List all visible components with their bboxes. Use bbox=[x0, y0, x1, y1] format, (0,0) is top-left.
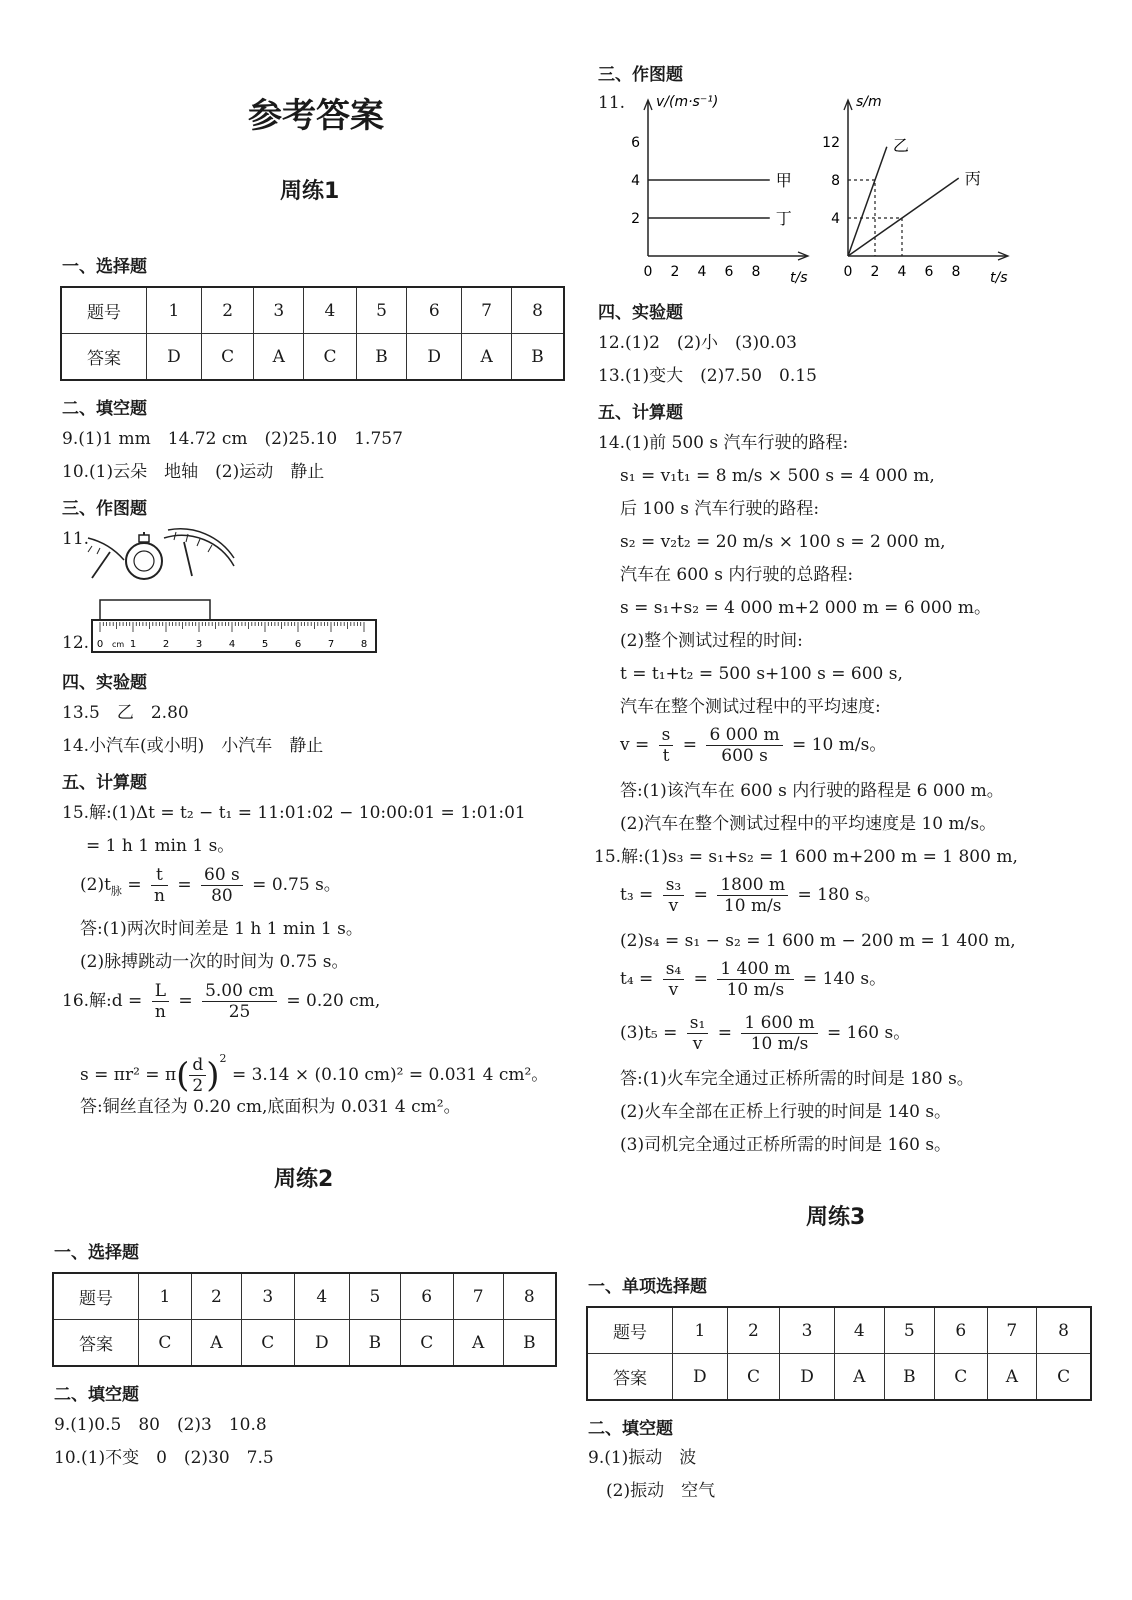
table-cell: 2 bbox=[201, 287, 254, 334]
r-q12: 12.(1)2 (2)小 (3)0.03 bbox=[598, 333, 797, 353]
table-cell: 1 bbox=[147, 287, 202, 334]
x-axis-label: t/s bbox=[790, 270, 808, 286]
fraction bbox=[741, 1013, 817, 1054]
table-cell: B bbox=[503, 1320, 556, 1367]
denominator: t bbox=[662, 746, 670, 766]
r-q13: 13.(1)变大 (2)7.50 0.15 bbox=[598, 366, 817, 386]
r-section-exp: 四、实验题 bbox=[598, 303, 683, 323]
table-answer-label: 答案 bbox=[53, 1320, 139, 1367]
x-tick-label: 8 bbox=[951, 264, 961, 280]
r-q14-line9: 汽车在整个测试过程中的平均速度: bbox=[620, 697, 881, 717]
w2-section-choice: 一、选择题 bbox=[54, 1243, 139, 1263]
x-tick-label: 6 bbox=[924, 264, 934, 280]
y-tick-label: 8 bbox=[831, 173, 840, 189]
subscript: 脉 bbox=[110, 884, 122, 898]
text-fragment: (2)t bbox=[80, 875, 111, 895]
r-section-draw: 三、作图题 bbox=[598, 65, 683, 85]
text-fragment: = 160 s。 bbox=[821, 1023, 911, 1043]
numerator: s bbox=[659, 725, 674, 746]
denominator: v bbox=[668, 980, 679, 1000]
w1-q15-line2: = 1 h 1 min 1 s。 bbox=[86, 836, 235, 856]
numerator: s₄ bbox=[663, 959, 685, 980]
fraction bbox=[687, 1013, 709, 1054]
w1-q15-line3: $(2)t_脉$ = $\frac{t}{n}$ = $\frac{60 s}{80}$ = 0.75 s。 bbox=[80, 865, 341, 906]
table-cell: D bbox=[147, 334, 202, 381]
table-header-label: 题号 bbox=[587, 1307, 673, 1354]
r-q15-t3: t₃ = $\frac{\text{s₃}}{v}$ = $\frac{1800 m}{10 m/s}$ = 180 s。 bbox=[620, 875, 881, 916]
table-cell: 1 bbox=[673, 1307, 728, 1354]
y-tick-label: 4 bbox=[631, 173, 640, 189]
y-axis-label: s/m bbox=[856, 94, 882, 110]
table-cell: D bbox=[294, 1320, 349, 1367]
series-label: 丁 bbox=[775, 209, 792, 228]
table-cell: 4 bbox=[304, 287, 357, 334]
denominator: n bbox=[153, 886, 165, 906]
ruler-tick-label: 4 bbox=[228, 639, 236, 650]
x-tick-label: 8 bbox=[751, 264, 761, 280]
table-cell: D bbox=[780, 1354, 835, 1401]
table-cell: 6 bbox=[935, 1307, 987, 1354]
ruler-tick-label: 2 bbox=[162, 639, 170, 650]
table-row bbox=[61, 287, 564, 334]
fraction bbox=[717, 875, 788, 916]
measured-block bbox=[100, 600, 210, 620]
numerator: 5.00 cm bbox=[202, 981, 277, 1002]
fraction bbox=[151, 865, 168, 906]
r-q15-t4: t₄ = $\frac{\text{s₄}}{v}$ = $\frac{1 400 m}{10 m/s}$ = 140 s。 bbox=[620, 959, 887, 1000]
r-q14-answer1: 答:(1)该汽车在 600 s 内行驶的路程是 6 000 m。 bbox=[620, 781, 1004, 801]
r-q14-line2: s₁ = v₁t₁ = 8 m/s × 500 s = 4 000 m, bbox=[620, 466, 935, 486]
fraction bbox=[152, 981, 169, 1022]
w2-answer-table bbox=[52, 1272, 557, 1367]
table-cell: 5 bbox=[349, 1273, 400, 1320]
table-cell: 6 bbox=[400, 1273, 453, 1320]
fraction bbox=[202, 981, 277, 1022]
table-cell: C bbox=[727, 1354, 779, 1401]
table-cell: 8 bbox=[1037, 1307, 1091, 1354]
w1-q12-label: 12. bbox=[62, 633, 90, 653]
w1-q16-line2: s = πr² = π( $\frac{d}{2}$ )$^2$ = 3.14 × (0.10 cm)² = 0.031 4 cm²。 bbox=[80, 1052, 549, 1096]
table-row bbox=[53, 1273, 556, 1320]
table-header-label: 题号 bbox=[53, 1273, 139, 1320]
table-cell: A bbox=[191, 1320, 241, 1367]
series-label: 乙 bbox=[892, 135, 909, 155]
table-cell: B bbox=[511, 334, 564, 381]
week3-heading: 周练3 bbox=[806, 1205, 866, 1230]
denominator: 600 s bbox=[721, 746, 768, 766]
r-q15-answer2: (2)火车全部在正桥上行驶的时间是 140 s。 bbox=[620, 1102, 952, 1122]
w1-section-fill: 二、填空题 bbox=[62, 399, 147, 419]
text-fragment: = 3.14 × (0.10 cm)² = 0.031 4 cm²。 bbox=[226, 1065, 549, 1085]
numerator: t bbox=[151, 865, 168, 886]
table-cell: 5 bbox=[356, 287, 407, 334]
r-q14-line1: 14.(1)前 500 s 汽车行驶的路程: bbox=[598, 433, 849, 453]
fraction bbox=[663, 959, 685, 1000]
table-cell: 7 bbox=[462, 287, 512, 334]
denominator: 80 bbox=[211, 886, 233, 906]
r-q14-line6: s = s₁+s₂ = 4 000 m+2 000 m = 6 000 m。 bbox=[620, 598, 992, 618]
table-cell: 7 bbox=[453, 1273, 503, 1320]
r-q15-line3: (2)s₄ = s₁ − s₂ = 1 600 m − 200 m = 1 400 m, bbox=[620, 931, 1016, 951]
ruler-tick-label: 0 bbox=[96, 639, 104, 650]
denominator: 10 m/s bbox=[750, 1034, 809, 1054]
velocity-time-graph bbox=[620, 88, 816, 286]
table-answer-label: 答案 bbox=[61, 334, 147, 381]
x-tick-label: 2 bbox=[870, 264, 880, 280]
r-q14-line5: 汽车在 600 s 内行驶的总路程: bbox=[620, 565, 854, 585]
table-row bbox=[587, 1307, 1091, 1354]
table-cell: C bbox=[1037, 1354, 1091, 1401]
r-q15-t5: (3)t₅ = $\frac{\text{s₁}}{v}$ = $\frac{1 600 m}{10 m/s}$ = 160 s。 bbox=[620, 1013, 911, 1054]
ruler-tick-label: 6 bbox=[294, 639, 302, 650]
w3-section-fill: 二、填空题 bbox=[588, 1419, 673, 1439]
w1-section-draw: 三、作图题 bbox=[62, 499, 147, 519]
fraction bbox=[201, 865, 243, 906]
table-cell: 2 bbox=[727, 1307, 779, 1354]
w1-section-choice: 一、选择题 bbox=[62, 257, 147, 277]
x-tick-label: 6 bbox=[724, 264, 734, 280]
y-tick-label: 12 bbox=[822, 135, 840, 151]
y-axis-label: v/(m·s⁻¹) bbox=[656, 94, 719, 110]
text-fragment: t₃ = bbox=[620, 885, 659, 905]
week2-heading: 周练2 bbox=[274, 1167, 334, 1192]
ruler-tick-label: 1 bbox=[129, 639, 137, 650]
fraction bbox=[706, 725, 782, 766]
r-q14-line8: t = t₁+t₂ = 500 s+100 s = 600 s, bbox=[620, 664, 903, 684]
w1-q16-answer: 答:铜丝直径为 0.20 cm,底面积为 0.031 4 cm²。 bbox=[80, 1097, 461, 1117]
w3-q9b: (2)振动 空气 bbox=[606, 1481, 716, 1501]
distance-time-graph bbox=[820, 88, 1016, 286]
table-cell: 6 bbox=[407, 287, 462, 334]
denominator: n bbox=[154, 1002, 166, 1022]
w1-q9: 9.(1)1 mm 14.72 cm (2)25.10 1.757 bbox=[62, 429, 403, 449]
week1-heading: 周练1 bbox=[280, 179, 340, 204]
w1-section-exp: 四、实验题 bbox=[62, 673, 147, 693]
r-q11-label: 11. bbox=[598, 93, 626, 113]
r-section-calc: 五、计算题 bbox=[598, 403, 683, 423]
denominator: v bbox=[668, 896, 679, 916]
series-line bbox=[848, 178, 959, 256]
numerator: s₃ bbox=[663, 875, 685, 896]
w1-q14: 14.小汽车(或小明) 小汽车 静止 bbox=[62, 736, 324, 756]
ruler-diagram bbox=[90, 598, 380, 656]
r-q14-line4: s₂ = v₂t₂ = 20 m/s × 100 s = 2 000 m, bbox=[620, 532, 946, 552]
series-line bbox=[848, 147, 887, 256]
table-row bbox=[61, 334, 564, 381]
table-header-label: 题号 bbox=[61, 287, 147, 334]
numerator: d bbox=[189, 1055, 206, 1076]
numerator: L bbox=[152, 981, 169, 1002]
w1-q16-line1: 16.解:d = $\frac{L}{n}$ = $\frac{5.00 cm}{25}$ = 0.20 cm, bbox=[62, 981, 381, 1022]
table-cell: C bbox=[139, 1320, 192, 1367]
text-fragment: = 0.20 cm, bbox=[280, 991, 381, 1011]
table-cell: 3 bbox=[780, 1307, 835, 1354]
table-cell: A bbox=[453, 1320, 503, 1367]
table-cell: 2 bbox=[191, 1273, 241, 1320]
w1-q10: 10.(1)云朵 地轴 (2)运动 静止 bbox=[62, 462, 325, 482]
fraction bbox=[663, 875, 685, 916]
text-fragment: s = πr² = π bbox=[80, 1065, 177, 1085]
w3-answer-table bbox=[586, 1306, 1092, 1401]
text-fragment: (3)t₅ = bbox=[620, 1023, 683, 1043]
x-tick-label: 2 bbox=[670, 264, 680, 280]
table-cell: C bbox=[201, 334, 254, 381]
table-cell: A bbox=[462, 334, 512, 381]
table-cell: A bbox=[254, 334, 304, 381]
table-row bbox=[53, 1320, 556, 1367]
r-q15-answer1: 答:(1)火车完全通过正桥所需的时间是 180 s。 bbox=[620, 1069, 974, 1089]
x-tick-label: 0 bbox=[643, 264, 653, 280]
table-cell: B bbox=[884, 1354, 934, 1401]
r-q14-velocity: v = $\frac{s}{t}$ = $\frac{6 000 m}{600 s}$ = 10 m/s。 bbox=[620, 725, 887, 766]
text-fragment: = 140 s。 bbox=[797, 969, 887, 989]
table-cell: 5 bbox=[884, 1307, 934, 1354]
fraction bbox=[659, 725, 674, 766]
text-fragment: v = bbox=[620, 735, 655, 755]
w3-section-choice: 一、单项选择题 bbox=[588, 1277, 707, 1297]
table-cell: C bbox=[400, 1320, 453, 1367]
stopwatch-diagram bbox=[84, 526, 236, 588]
table-cell: A bbox=[834, 1354, 884, 1401]
text-fragment: = 180 s。 bbox=[792, 885, 881, 905]
denominator: 10 m/s bbox=[723, 896, 782, 916]
y-tick-label: 2 bbox=[631, 211, 640, 227]
text-fragment: = bbox=[121, 875, 147, 895]
table-cell: C bbox=[241, 1320, 294, 1367]
x-tick-label: 4 bbox=[697, 264, 707, 280]
table-cell: 1 bbox=[139, 1273, 192, 1320]
x-tick-label: 4 bbox=[897, 264, 907, 280]
table-row bbox=[587, 1354, 1091, 1401]
w2-q9: 9.(1)0.5 80 (2)3 10.8 bbox=[54, 1415, 267, 1435]
denominator: 10 m/s bbox=[726, 980, 785, 1000]
w1-q13: 13.5 乙 2.80 bbox=[62, 703, 189, 723]
denominator: 2 bbox=[192, 1076, 204, 1096]
table-cell: 7 bbox=[987, 1307, 1037, 1354]
table-cell: C bbox=[304, 334, 357, 381]
series-label: 甲 bbox=[775, 171, 792, 190]
r-q14-answer2: (2)汽车在整个测试过程中的平均速度是 10 m/s。 bbox=[620, 814, 997, 834]
table-cell: 3 bbox=[254, 287, 304, 334]
table-cell: 4 bbox=[834, 1307, 884, 1354]
w2-q10: 10.(1)不变 0 (2)30 7.5 bbox=[54, 1448, 274, 1468]
fraction bbox=[189, 1055, 206, 1096]
table-cell: C bbox=[935, 1354, 987, 1401]
table-cell: 8 bbox=[511, 287, 564, 334]
table-cell: A bbox=[987, 1354, 1037, 1401]
y-tick-label: 4 bbox=[831, 211, 840, 227]
table-cell: D bbox=[407, 334, 462, 381]
denominator: 25 bbox=[228, 1002, 251, 1022]
text-fragment: = 0.75 s。 bbox=[246, 875, 341, 895]
w1-section-calc: 五、计算题 bbox=[62, 773, 147, 793]
table-cell: 4 bbox=[294, 1273, 349, 1320]
numerator: 6 000 m bbox=[706, 725, 782, 746]
ruler-unit-label: cm bbox=[112, 640, 125, 649]
w1-q15-answer1: 答:(1)两次时间差是 1 h 1 min 1 s。 bbox=[80, 919, 363, 939]
r-q15-answer3: (3)司机完全通过正桥所需的时间是 160 s。 bbox=[620, 1135, 952, 1155]
w3-q9a: 9.(1)振动 波 bbox=[588, 1448, 697, 1468]
table-cell: D bbox=[673, 1354, 728, 1401]
y-tick-label: 6 bbox=[631, 135, 640, 151]
ruler-tick-label: 8 bbox=[360, 639, 368, 650]
ruler-tick-label: 3 bbox=[195, 639, 203, 650]
w1-q15-answer2: (2)脉搏跳动一次的时间为 0.75 s。 bbox=[80, 952, 349, 972]
w1-q15-line1: 15.解:(1)Δt = t₂ − t₁ = 11:01:02 − 10:00:01 = 1:01:01 bbox=[62, 803, 526, 823]
table-cell: 8 bbox=[503, 1273, 556, 1320]
text-fragment: = 10 m/s。 bbox=[786, 735, 887, 755]
series-label: 丙 bbox=[964, 169, 981, 189]
ruler-tick-label: 7 bbox=[327, 639, 335, 650]
table-cell: B bbox=[356, 334, 407, 381]
ruler-tick-label: 5 bbox=[261, 639, 269, 650]
numerator: 1 400 m bbox=[717, 959, 793, 980]
numerator: s₁ bbox=[687, 1013, 709, 1034]
x-tick-label: 0 bbox=[843, 264, 853, 280]
numerator: 1800 m bbox=[717, 875, 788, 896]
r-q14-line7: (2)整个测试过程的时间: bbox=[620, 631, 803, 651]
text-fragment: 16.解:d = bbox=[62, 991, 148, 1011]
fraction bbox=[717, 959, 793, 1000]
table-answer-label: 答案 bbox=[587, 1354, 673, 1401]
w2-section-fill: 二、填空题 bbox=[54, 1385, 139, 1405]
r-q14-line3: 后 100 s 汽车行驶的路程: bbox=[620, 499, 820, 519]
text-fragment: t₄ = bbox=[620, 969, 659, 989]
r-q15-line1: 15.解:(1)s₃ = s₁+s₂ = 1 600 m+200 m = 1 800 m, bbox=[594, 847, 1018, 867]
page-title: 参考答案 bbox=[248, 96, 384, 136]
numerator: 60 s bbox=[201, 865, 243, 886]
x-axis-label: t/s bbox=[990, 270, 1008, 286]
w1-q11-label: 11. bbox=[62, 529, 90, 549]
denominator: v bbox=[692, 1034, 703, 1054]
w1-answer-table bbox=[60, 286, 565, 381]
table-cell: 3 bbox=[241, 1273, 294, 1320]
numerator: 1 600 m bbox=[741, 1013, 817, 1034]
table-cell: B bbox=[349, 1320, 400, 1367]
